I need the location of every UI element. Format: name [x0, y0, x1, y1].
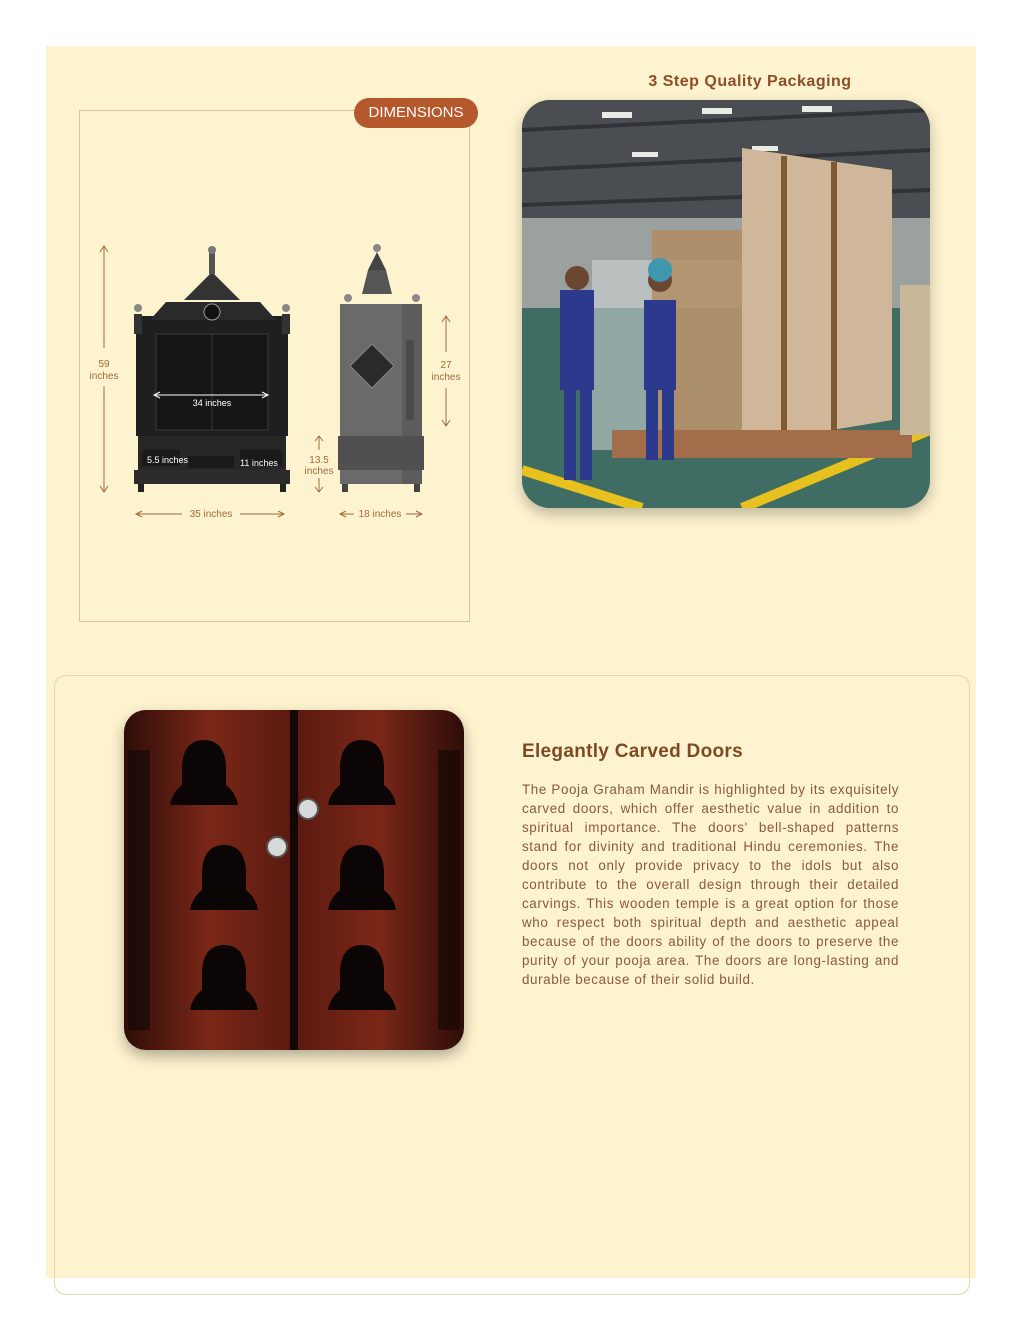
- depth-label: 18 inches: [358, 509, 402, 520]
- carved-doors-illustration: [124, 710, 464, 1050]
- height-unit-label: inches: [89, 371, 119, 382]
- width-label: 35 inches: [189, 509, 233, 520]
- side-height-value-label: 27: [440, 360, 452, 371]
- temple-side-view: [338, 244, 424, 492]
- height-value-label: 59: [98, 359, 110, 370]
- warehouse-illustration: [522, 100, 930, 508]
- step-value-label: 13.5: [309, 455, 329, 466]
- carved-doors-photo: [124, 710, 464, 1050]
- temple-dimension-drawing: [80, 230, 470, 530]
- side-height-arrow: [442, 316, 450, 426]
- doors-heading: Elegantly Carved Doors: [522, 741, 743, 762]
- side-height-unit-label: inches: [431, 372, 461, 383]
- inner-width-label: 34 inches: [192, 398, 232, 408]
- dimensions-badge: DIMENSIONS: [354, 98, 478, 128]
- packaging-title: 3 Step Quality Packaging: [648, 73, 852, 90]
- step-unit-label: inches: [304, 466, 334, 477]
- drawer-width-label: 11 inches: [240, 458, 278, 468]
- base-drawer-label: 5.5 inches: [147, 455, 189, 465]
- doors-description: The Pooja Graham Mandir is highlighted by its exquisitely carved doors, which offer aesthetic value in addition to spiritual importance. The doors' bell-shaped patterns stand for divinity and traditional Hindu ceremonies. The doors not only provide privacy to the idols but also contribute to the overall design through their detailed carvings. This wooden temple is a great option for those who respect both spiritual depth and aesthetic appeal because of the doors ability of the doors to preserve the purity of your pooja area. The doors are long-lasting and durable because of their solid build.: [522, 782, 899, 987]
- warehouse-packaging-photo: [522, 100, 930, 508]
